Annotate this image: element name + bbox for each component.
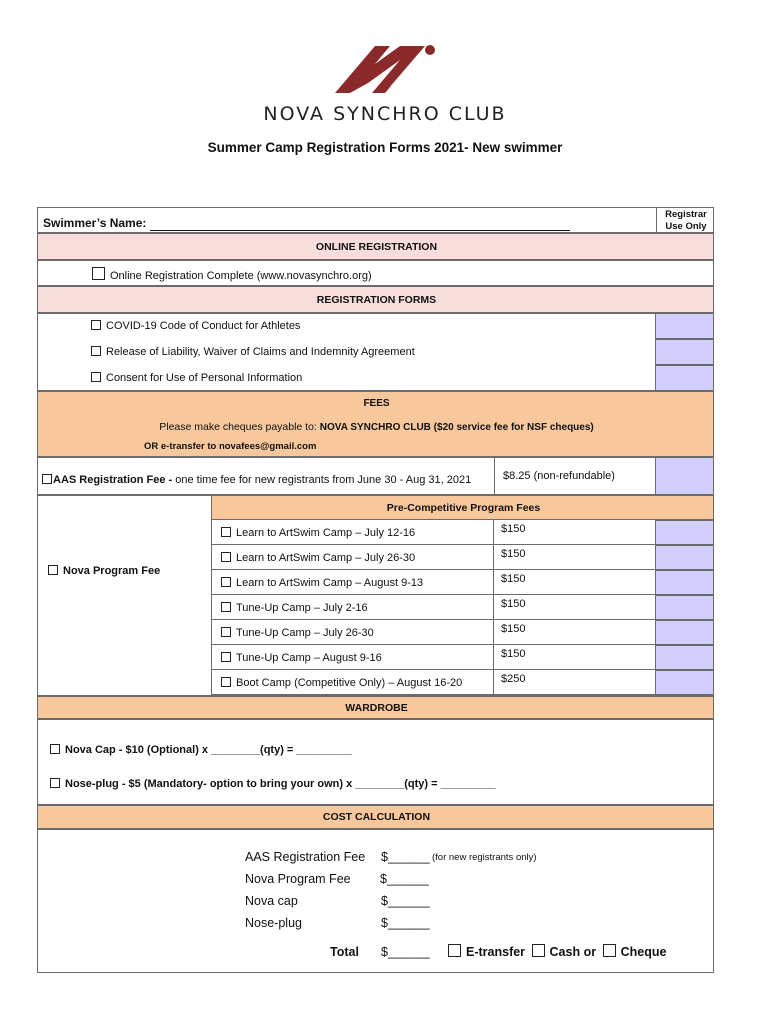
registration-forms-header xyxy=(37,286,714,313)
registrar-box-program[interactable] xyxy=(655,620,714,645)
registrar-box-program[interactable] xyxy=(655,645,714,670)
program-price: $150 xyxy=(501,623,526,635)
cost-blank-noseplug[interactable]: $______ xyxy=(381,916,430,930)
form-item-waiver: Release of Liability, Waiver of Claims and Indemnity Agreement xyxy=(91,346,415,358)
program-name: Learn to ArtSwim Camp – July 12-16 xyxy=(221,527,415,539)
swimmer-name-field[interactable] xyxy=(150,230,570,231)
cost-blank-cap[interactable]: $______ xyxy=(381,894,430,908)
form-item-covid-checkbox[interactable] xyxy=(91,320,101,330)
cost-blank-nova[interactable]: $______ xyxy=(380,872,429,886)
aas-fee-checkbox[interactable] xyxy=(42,474,52,484)
registrar-box-consent[interactable] xyxy=(655,365,714,391)
cheque-instructions: Please make cheques payable to: NOVA SYNCHRO CLUB ($20 service fee for NSF cheques) xyxy=(159,421,594,433)
cost-note-aas: (for new registrants only) xyxy=(432,852,537,863)
program-row xyxy=(211,520,714,545)
cost-heading: COST CALCULATION xyxy=(322,811,431,823)
cost-block xyxy=(37,829,714,973)
registration-form xyxy=(37,207,714,973)
online-registration-checkbox[interactable] xyxy=(92,267,105,280)
registrar-box-program[interactable] xyxy=(655,570,714,595)
program-row xyxy=(211,670,714,695)
cost-blank-aas[interactable]: $______ xyxy=(381,850,430,864)
registrar-box-waiver[interactable] xyxy=(655,339,714,365)
registrar-box-program[interactable] xyxy=(655,520,714,545)
wardrobe-heading: WARDROBE xyxy=(345,702,408,714)
etransfer-checkbox[interactable] xyxy=(448,944,461,957)
program-name: Boot Camp (Competitive Only) – August 16-20 xyxy=(221,677,462,689)
program-checkbox[interactable] xyxy=(221,652,231,662)
online-registration-row xyxy=(37,260,714,286)
aas-fee-amount: $8.25 (non-refundable) xyxy=(503,470,615,482)
fees-header xyxy=(37,391,714,457)
nose-plug-checkbox[interactable] xyxy=(50,778,60,788)
form-item-consent: Consent for Use of Personal Information xyxy=(91,372,302,384)
cost-label-aas: AAS Registration Fee xyxy=(245,850,366,864)
registrar-label-2: Use Only xyxy=(665,221,707,232)
program-row xyxy=(211,570,714,595)
program-checkbox[interactable] xyxy=(221,577,231,587)
cost-header xyxy=(37,805,714,829)
club-name: NOVA SYNCHRO CLUB xyxy=(263,103,507,125)
registrar-box-program[interactable] xyxy=(655,595,714,620)
cheque-checkbox[interactable] xyxy=(603,944,616,957)
registrar-label-1: Registrar xyxy=(665,209,707,220)
program-name: Tune-Up Camp – July 2-16 xyxy=(221,602,368,614)
fees-heading: FEES xyxy=(363,398,390,409)
form-item-covid: COVID-19 Code of Conduct for Athletes xyxy=(91,320,300,332)
nova-cap-checkbox[interactable] xyxy=(50,744,60,754)
payment-options: E-transfer Cash or Cheque xyxy=(448,944,666,959)
online-registration-item: Online Registration Complete (www.novasynchro.org) xyxy=(92,267,372,282)
program-name: Tune-Up Camp – August 9-16 xyxy=(221,652,382,664)
program-row xyxy=(211,595,714,620)
page-title: Summer Camp Registration Forms 2021- New swimmer xyxy=(207,140,563,155)
nova-program-checkbox[interactable] xyxy=(48,565,58,575)
precomp-header xyxy=(211,495,714,520)
program-checkbox[interactable] xyxy=(221,602,231,612)
registrar-box-program[interactable] xyxy=(655,545,714,570)
program-price: $150 xyxy=(501,548,526,560)
nova-program-label: Nova Program Fee xyxy=(48,565,160,577)
total-label: Total xyxy=(330,945,359,959)
nova-cap-line: Nova Cap - $10 (Optional) x ________(qty) = _________ xyxy=(50,744,351,756)
swimmer-name-label: Swimmer’s Name: xyxy=(43,216,147,230)
program-checkbox[interactable] xyxy=(221,527,231,537)
registration-forms-list xyxy=(37,313,714,391)
program-name: Learn to ArtSwim Camp – August 9-13 xyxy=(221,577,423,589)
swimmer-name-row xyxy=(37,207,714,233)
registrar-box-program[interactable] xyxy=(655,670,714,695)
online-registration-header xyxy=(37,233,714,260)
program-name: Learn to ArtSwim Camp – July 26-30 xyxy=(221,552,415,564)
form-item-waiver-checkbox[interactable] xyxy=(91,346,101,356)
program-price: $150 xyxy=(501,598,526,610)
total-blank[interactable]: $______ xyxy=(381,945,430,959)
cost-label-nova: Nova Program Fee xyxy=(245,872,351,886)
cost-label-noseplug: Nose-plug xyxy=(245,916,302,930)
program-price: $150 xyxy=(501,648,526,660)
etransfer-instructions: OR e-transfer to novafees@gmail.com xyxy=(144,441,317,452)
program-price: $150 xyxy=(501,573,526,585)
online-registration-heading: ONLINE REGISTRATION xyxy=(315,241,438,253)
registrar-box-aas[interactable] xyxy=(655,457,714,495)
program-checkbox[interactable] xyxy=(221,627,231,637)
nose-plug-line: Nose-plug - $5 (Mandatory- option to bring your own) x ________(qty) = _________ xyxy=(50,778,496,790)
program-row xyxy=(211,645,714,670)
club-logo-icon xyxy=(330,38,440,98)
wardrobe-header xyxy=(37,696,714,719)
program-checkbox[interactable] xyxy=(221,677,231,687)
aas-fee-row xyxy=(37,457,714,495)
registration-forms-heading: REGISTRATION FORMS xyxy=(316,294,437,306)
program-row xyxy=(211,620,714,645)
program-price: $150 xyxy=(501,523,526,535)
cost-label-cap: Nova cap xyxy=(245,894,298,908)
aas-fee-label: AAS Registration Fee - one time fee for new registrants from June 30 - Aug 31, 2021 xyxy=(42,474,471,486)
cash-checkbox[interactable] xyxy=(532,944,545,957)
registrar-box-covid[interactable] xyxy=(655,313,714,339)
wardrobe-block xyxy=(37,719,714,805)
program-name: Tune-Up Camp – July 26-30 xyxy=(221,627,374,639)
precomp-heading: Pre-Competitive Program Fees xyxy=(386,502,541,514)
program-checkbox[interactable] xyxy=(221,552,231,562)
program-row xyxy=(211,545,714,570)
program-price: $250 xyxy=(501,673,526,685)
form-item-consent-checkbox[interactable] xyxy=(91,372,101,382)
club-logo xyxy=(0,38,770,103)
